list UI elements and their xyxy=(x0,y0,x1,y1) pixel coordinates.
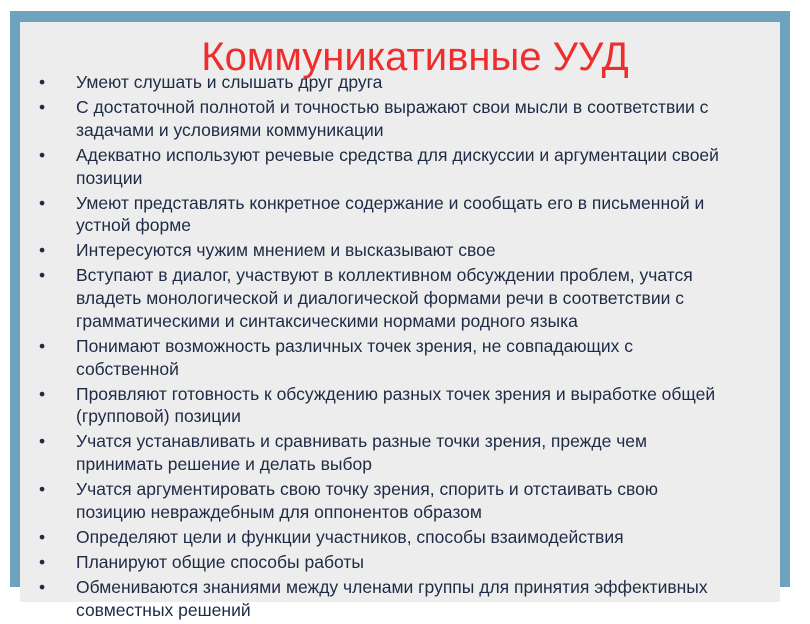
bullet-dot: • xyxy=(39,576,46,597)
bullet-text-line: собственной xyxy=(76,358,179,379)
bullet-text-line: Умеют слушать и слышать друг друга xyxy=(76,72,383,92)
bullet-dot: • xyxy=(39,431,46,452)
bullet-text-line: задачами и условиями коммуникации xyxy=(76,119,384,140)
bullet-text-line: Умеют представлять конкретное содержание и сообщать его в письменной и xyxy=(76,192,705,213)
bullet-dot: • xyxy=(39,335,46,356)
bullet-text-line: принимать решение и делать выбор xyxy=(76,454,372,475)
bullet-text-line: Понимают возможность различных точек зрения, не совпадающих с xyxy=(76,335,633,356)
bullet-item xyxy=(20,96,810,142)
bullet-item xyxy=(20,239,810,262)
bullet-text-line: Определяют цели и функции участников, способы взаимодействия xyxy=(76,527,624,548)
bullet-text-line: Планируют общие способы работы xyxy=(76,552,364,572)
content-panel xyxy=(20,22,780,620)
bullet-text-line: владеть монологической и диалогической формами речи в соответствии с xyxy=(76,288,685,309)
bullet-item xyxy=(20,192,810,238)
bullet-dot: • xyxy=(39,527,46,548)
bullet-dot: • xyxy=(39,240,46,261)
bullet-text-line: (групповой) позиции xyxy=(76,406,241,427)
bullet-text-line: позиции xyxy=(76,167,143,188)
bullet-text-line: Учатся аргументировать свою точку зрения, спорить и отстаивать свою xyxy=(76,479,658,500)
bullet-text-line: устной форме xyxy=(76,215,191,236)
bullet-item xyxy=(20,430,810,476)
bullet-dot: • xyxy=(39,192,46,213)
bullet-item xyxy=(20,383,810,429)
bullet-dot: • xyxy=(39,144,46,165)
bullet-text-line: грамматическими и синтаксическими нормами родного языка xyxy=(76,310,578,331)
bullet-item xyxy=(20,264,810,332)
bullet-dot: • xyxy=(39,265,46,286)
bullet-item xyxy=(20,144,810,190)
bullet-item xyxy=(20,576,810,622)
bullet-item xyxy=(20,478,810,524)
bullet-text-line: Обмениваются знаниями между членами группы для принятия эффективных xyxy=(76,576,708,597)
bullet-dot: • xyxy=(39,383,46,404)
bullet-text-line: Проявляют готовность к обсуждению разных точек зрения и выработке общей xyxy=(76,383,716,404)
bullet-list xyxy=(20,71,810,624)
bullet-dot: • xyxy=(39,552,46,572)
bullet-text-line: Интересуются чужим мнением и высказывают свое xyxy=(76,240,496,261)
bullet-text-line: позицию невраждебным для оппонентов образом xyxy=(76,502,482,523)
bullet-text-line: Учатся устанавливать и сравнивать разные точки зрения, прежде чем xyxy=(76,431,648,452)
bullet-text-line: совместных решений xyxy=(76,599,251,620)
slide-title: Коммуникативные УУД xyxy=(201,35,629,79)
bullet-text-line: Адекватно используют речевые средства для дискуссии и аргументации своей xyxy=(76,144,719,165)
bullet-item xyxy=(20,335,810,381)
bullet-dot: • xyxy=(39,479,46,500)
bullet-item xyxy=(20,551,810,574)
bullet-item xyxy=(20,526,810,549)
bullet-text-line: Вступают в диалог, участвуют в коллективном обсуждении проблем, учатся xyxy=(76,265,693,286)
bullet-text-line: С достаточной полнотой и точностью выражают свои мысли в соответствии с xyxy=(76,96,709,117)
bullet-item xyxy=(20,71,810,94)
bullet-dot: • xyxy=(39,96,46,117)
bullet-dot: • xyxy=(39,72,46,92)
slide-frame xyxy=(10,11,790,620)
